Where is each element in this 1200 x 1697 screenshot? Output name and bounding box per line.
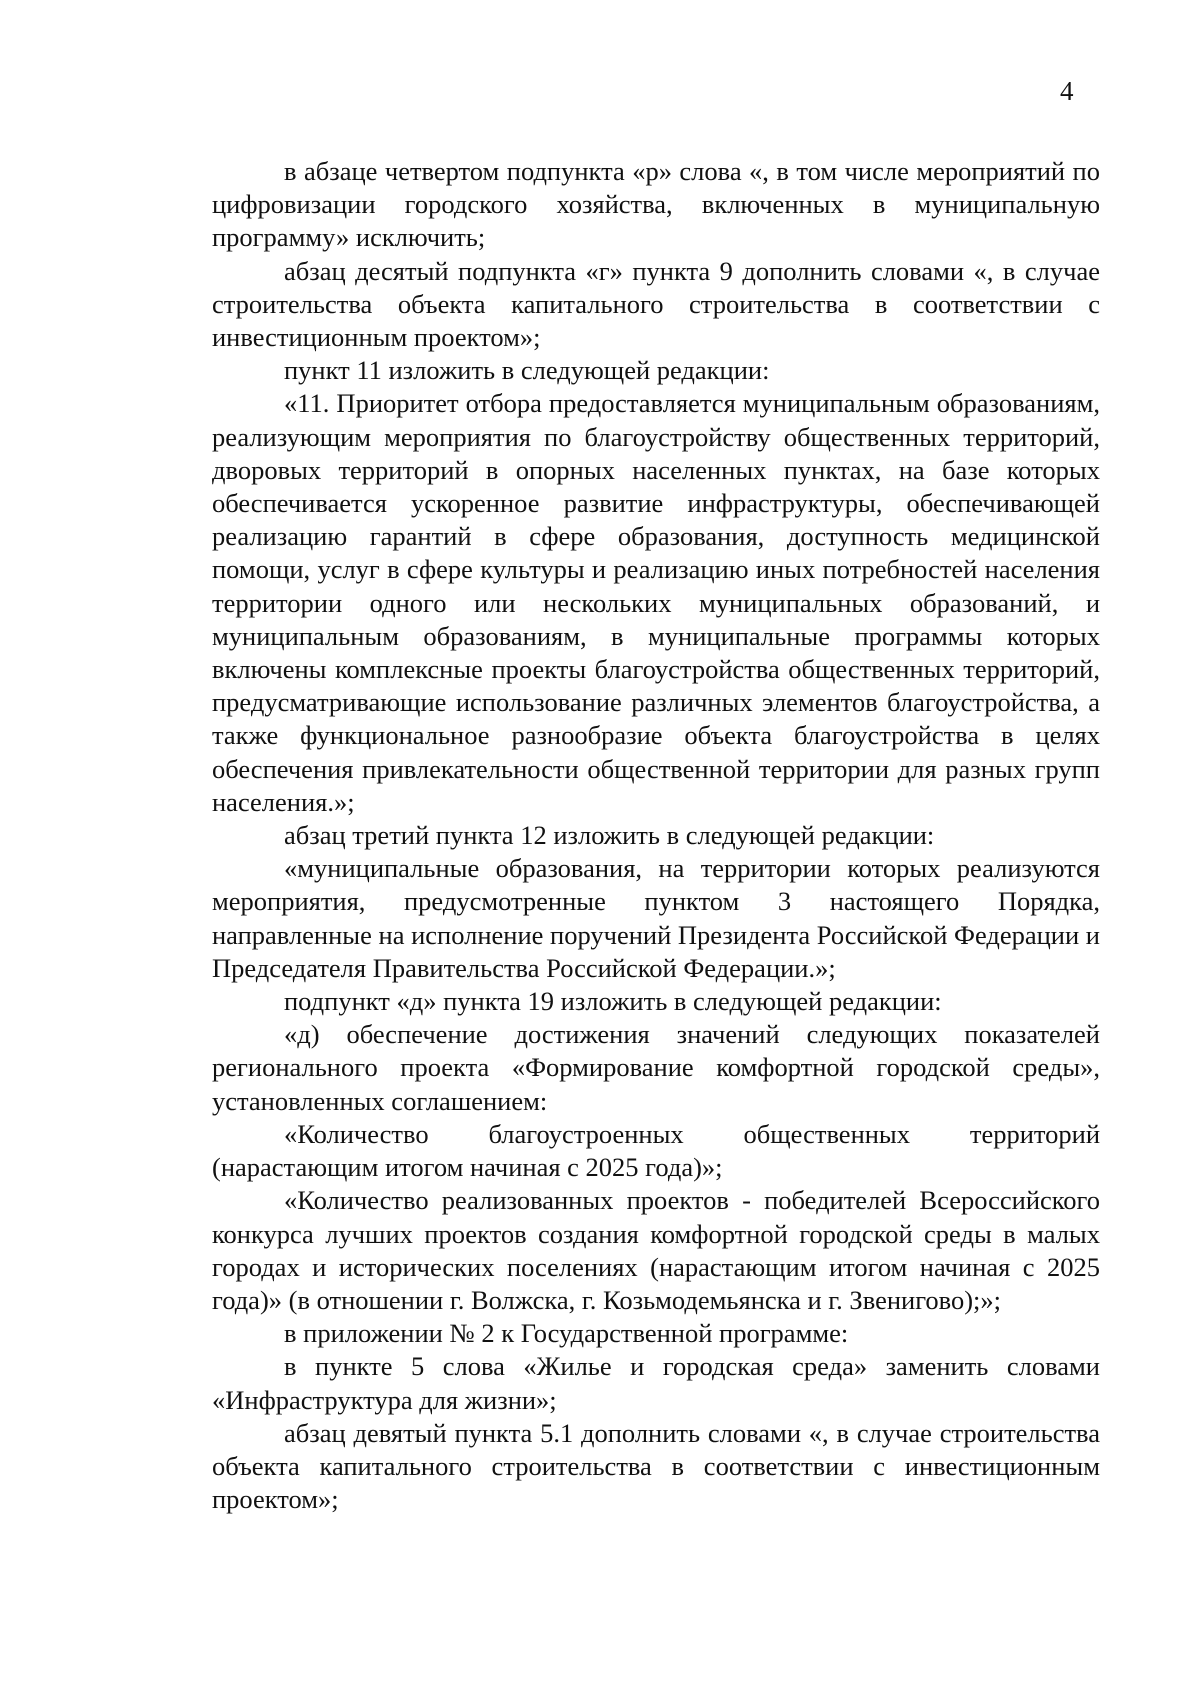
- paragraph-punkt-19-intro: подпункт «д» пункта 19 изложить в следующей редакции:: [284, 986, 942, 1017]
- paragraph-indicator-2: «Количество реализованных проектов - победителей Всероссийского конкурса лучших проектов создания комфортной городской среды в малых городах и исторических поселениях (нарастающим итогом начиная с 2025 года)» (в отношении г. Волжска, г. Козьмодемьянска и г. Звенигово);»;: [212, 1185, 1100, 1315]
- paragraph-punkt-12-intro: абзац третий пункта 12 изложить в следующей редакции:: [284, 820, 935, 851]
- paragraph-podpunkt-d: «д) обеспечение достижения значений следующих показателей регионального проекта «Формирование комфортной городской среды», установленных соглашением:: [212, 1019, 1100, 1116]
- paragraph-abzac-desyatyi: абзац десятый подпункта «г» пункта 9 дополнить словами «, в случае строительства объекта капитального строительства в соответствии с инвестиционным проектом»;: [212, 255, 1100, 353]
- paragraph-punkt-5-1: абзац девятый пункта 5.1 дополнить словами «, в случае строительства объекта капитального строительства в соответствии с инвестиционным проектом»;: [212, 1417, 1100, 1515]
- paragraph-punkt-5: в пункте 5 слова «Жилье и городская среда» заменить словами «Инфраструктура для жизни»;: [212, 1351, 1100, 1415]
- paragraph-prilozhenie-2: в приложении № 2 к Государственной программе:: [284, 1318, 849, 1349]
- paragraph-punkt-12-text: «муниципальные образования, на территории которых реализуются мероприятия, предусмотренные пунктом 3 настоящего Порядка, направленные на исполнение поручений Президента Российской Федерации и Председателя Правительства Российской Федерации.»;: [212, 853, 1100, 983]
- document-body: [212, 155, 1100, 1516]
- paragraph-indicator-1: «Количество благоустроенных общественных территорий (нарастающим итогом начиная с 2025 года)»;: [212, 1118, 1100, 1183]
- paragraph-punkt-11-text: «11. Приоритет отбора предоставляется муниципальным образованиям, реализующим мероприятия по благоустройству общественных территорий, дворовых территорий в опорных населенных пунктах, на базе которых обеспечивается ускоренное развитие инфраструктуры, обеспечивающей реализацию гарантий в сфере образования, доступность медицинской помощи, услуг в сфере культуры и реализацию иных потребностей населения территории одного или нескольких муниципальных образований, и муниципальным образованиям, в муниципальные программы которых включены комплексные проекты благоустройства общественных территорий, предусматривающие использование различных элементов благоустройства, а также функциональное разнообразие объекта благоустройства в целях обеспечения привлекательности общественной территории для разных групп населения.»;: [212, 388, 1100, 817]
- paragraph-punkt-11-intro: пункт 11 изложить в следующей редакции:: [284, 355, 770, 386]
- page-number: 4: [1060, 76, 1074, 106]
- paragraph-abzac-chetvertyi: в абзаце четвертом подпункта «р» слова «, в том числе мероприятий по цифровизации городского хозяйства, включенных в муниципальную программу» исключить;: [212, 156, 1100, 253]
